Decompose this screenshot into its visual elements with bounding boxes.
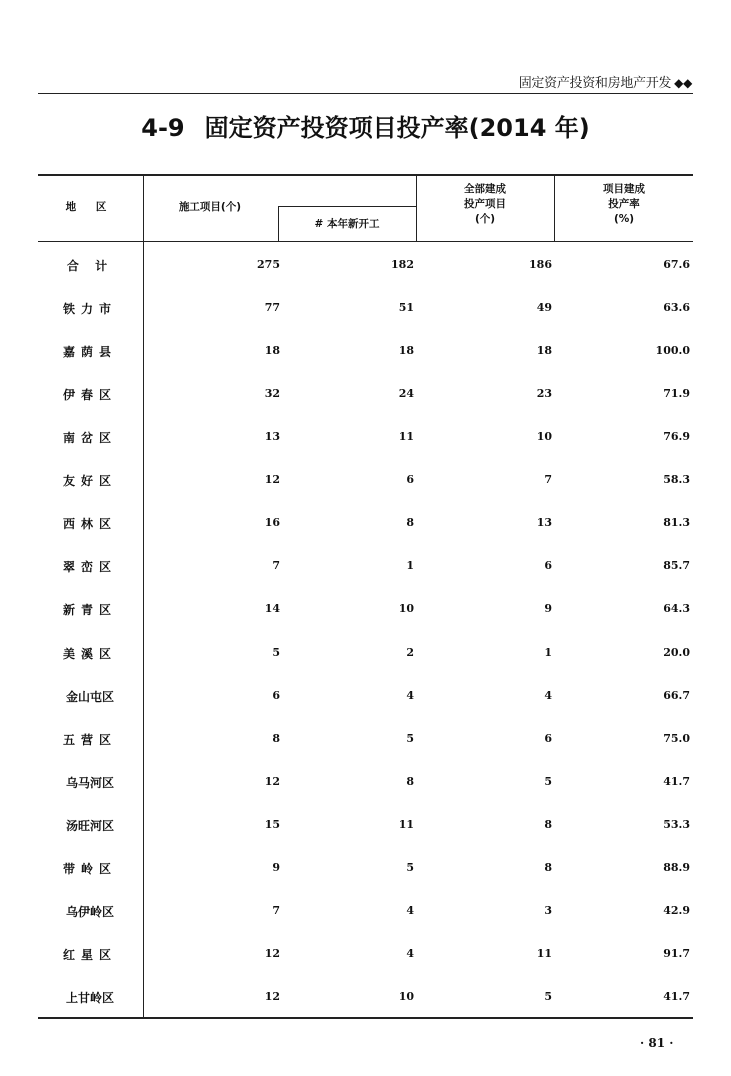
cell-completed: 10 (536, 430, 552, 443)
cell-new-started: 6 (406, 473, 414, 486)
cell-construction: 14 (264, 602, 280, 615)
row-region: 西林区 (62, 517, 117, 531)
cell-new-started: 8 (406, 516, 414, 529)
header-region: 地 区 (65, 201, 115, 213)
cell-new-started: 24 (398, 387, 414, 400)
header-construction: 施工项目(个) (178, 201, 242, 213)
header-rate (556, 182, 692, 227)
cell-construction: 8 (272, 732, 280, 745)
cell-completed: 6 (544, 559, 552, 572)
cell-rate: 53.3 (663, 818, 690, 831)
cell-rate: 64.3 (663, 602, 690, 615)
cell-construction: 18 (264, 344, 280, 357)
row-region: 伊春区 (62, 388, 117, 402)
cell-construction: 7 (272, 904, 280, 917)
cell-construction: 15 (264, 818, 280, 831)
cell-construction: 12 (264, 947, 280, 960)
row-region: 带岭区 (62, 862, 117, 876)
subheader-rule (278, 206, 416, 207)
row-region: 乌马河区 (65, 776, 114, 790)
cell-rate: 42.9 (663, 904, 690, 917)
cell-new-started: 10 (398, 602, 414, 615)
cell-completed: 8 (544, 818, 552, 831)
header-new-started: # 本年新开工 (314, 218, 380, 230)
cell-new-started: 5 (406, 861, 414, 874)
cell-new-started: 5 (406, 732, 414, 745)
cell-new-started: 10 (398, 990, 414, 1003)
cell-completed: 9 (544, 602, 552, 615)
cell-rate: 85.7 (663, 559, 690, 572)
cell-new-started: 51 (398, 301, 414, 314)
cell-new-started: 18 (398, 344, 414, 357)
header-completed-line: 投产项目 (464, 198, 506, 210)
header-divider-completed (416, 174, 417, 241)
table-number: 4-9 (141, 114, 185, 142)
cell-completed: 5 (544, 775, 552, 788)
cell-rate: 71.9 (663, 387, 690, 400)
diamond-icon: ◆◆ (674, 76, 692, 90)
header-divider-rate (554, 174, 555, 241)
cell-new-started: 2 (406, 646, 414, 659)
cell-completed: 49 (536, 301, 552, 314)
table-bottom-rule (38, 1017, 693, 1019)
header-rate-line: 投产率 (608, 198, 640, 210)
cell-completed: 186 (529, 258, 552, 271)
cell-completed: 8 (544, 861, 552, 874)
row-region: 美溪区 (62, 647, 117, 661)
cell-construction: 12 (264, 775, 280, 788)
cell-completed: 5 (544, 990, 552, 1003)
cell-new-started: 8 (406, 775, 414, 788)
row-region: 合 计 (66, 259, 114, 273)
cell-completed: 7 (544, 473, 552, 486)
row-region: 上甘岭区 (65, 991, 114, 1005)
table-title-text: 固定资产投资项目投产率(2014 年) (204, 114, 590, 142)
cell-rate: 41.7 (663, 775, 690, 788)
header-completed-line: 全部建成 (464, 183, 506, 195)
row-region: 汤旺河区 (65, 819, 114, 833)
table-top-rule (38, 174, 693, 176)
cell-new-started: 11 (398, 818, 414, 831)
cell-rate: 91.7 (663, 947, 690, 960)
cell-construction: 5 (272, 646, 280, 659)
header-completed (418, 182, 552, 227)
cell-completed: 6 (544, 732, 552, 745)
cell-completed: 18 (536, 344, 552, 357)
cell-new-started: 4 (406, 904, 414, 917)
cell-construction: 7 (272, 559, 280, 572)
cell-completed: 11 (536, 947, 552, 960)
row-region: 南岔区 (62, 431, 117, 445)
cell-construction: 12 (264, 990, 280, 1003)
subheader-left-divider (278, 206, 279, 241)
cell-rate: 67.6 (663, 258, 690, 271)
header-bottom-rule (38, 241, 693, 242)
cell-rate: 88.9 (663, 861, 690, 874)
cell-new-started: 4 (406, 689, 414, 702)
cell-rate: 100.0 (655, 344, 690, 357)
cell-construction: 32 (264, 387, 280, 400)
cell-rate: 76.9 (663, 430, 690, 443)
row-region: 乌伊岭区 (65, 905, 114, 919)
cell-construction: 77 (264, 301, 280, 314)
row-region: 嘉荫县 (62, 345, 117, 359)
row-region: 红星区 (62, 948, 117, 962)
cell-completed: 3 (544, 904, 552, 917)
cell-rate: 81.3 (663, 516, 690, 529)
page-number: · 81 · (640, 1036, 674, 1050)
cell-construction: 13 (264, 430, 280, 443)
row-region: 新青区 (62, 603, 117, 617)
cell-rate: 58.3 (663, 473, 690, 486)
row-region: 翠峦区 (62, 560, 117, 574)
cell-construction: 12 (264, 473, 280, 486)
cell-construction: 275 (257, 258, 280, 271)
running-header (420, 72, 692, 91)
cell-construction: 9 (272, 861, 280, 874)
running-header-text: 固定资产投资和房地产开发 (518, 76, 672, 91)
header-rate-line: 项目建成 (603, 183, 645, 195)
header-rule (38, 93, 693, 94)
header-rate-line: (%) (613, 213, 635, 225)
cell-new-started: 1 (406, 559, 414, 572)
cell-rate: 75.0 (663, 732, 690, 745)
cell-rate: 41.7 (663, 990, 690, 1003)
table-title (38, 108, 693, 143)
cell-completed: 4 (544, 689, 552, 702)
cell-new-started: 11 (398, 430, 414, 443)
cell-new-started: 182 (391, 258, 414, 271)
cell-new-started: 4 (406, 947, 414, 960)
row-region: 铁力市 (62, 302, 117, 316)
region-column-divider (143, 174, 144, 1018)
cell-construction: 6 (272, 689, 280, 702)
cell-completed: 13 (536, 516, 552, 529)
header-completed-line: (个) (474, 213, 496, 225)
cell-construction: 16 (264, 516, 280, 529)
cell-completed: 1 (544, 646, 552, 659)
row-region: 五营区 (62, 733, 117, 747)
row-region: 金山屯区 (65, 690, 114, 704)
cell-completed: 23 (536, 387, 552, 400)
cell-rate: 66.7 (663, 689, 690, 702)
cell-rate: 20.0 (663, 646, 690, 659)
cell-rate: 63.6 (663, 301, 690, 314)
row-region: 友好区 (62, 474, 117, 488)
